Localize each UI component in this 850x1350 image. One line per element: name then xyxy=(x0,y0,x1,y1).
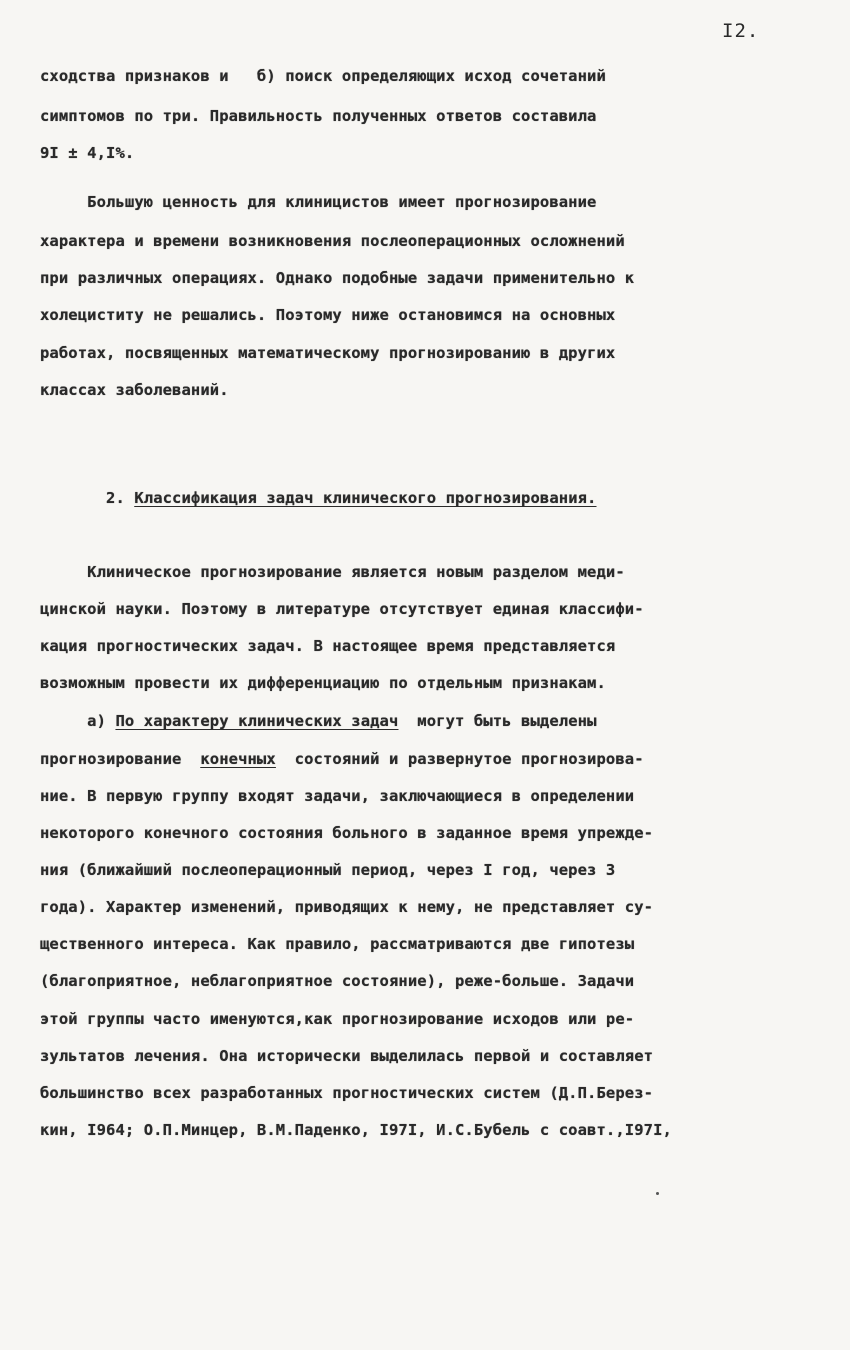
text-fragment: могут быть выделены xyxy=(398,712,597,730)
text-line: года). Характер изменений, приводящих к нему, не представляет су- xyxy=(40,898,654,916)
text-line: возможным провести их дифференциацию по отдельным признакам. xyxy=(40,674,606,692)
text-fragment: состояний и развернутое прогнозирова- xyxy=(275,750,644,768)
text-line: характера и времени возникновения послеоперационных осложнений xyxy=(40,232,625,250)
text-fragment: прогнозирование xyxy=(40,750,201,768)
text-line xyxy=(40,749,644,769)
text-line: щественного интереса. Как правило, рассматриваются две гипотезы xyxy=(40,935,635,953)
section-heading xyxy=(40,488,597,508)
text-line: кация прогностических задач. В настоящее время представляется xyxy=(40,637,616,655)
text-line: цинской науки. Поэтому в литературе отсутствует единая классифи- xyxy=(40,600,644,618)
text-line: 9I ± 4,I%. xyxy=(40,144,135,162)
underlined-word: конечных xyxy=(200,750,276,768)
text-line: симптомов по три. Правильность полученных ответов составила xyxy=(40,107,597,125)
text-line: работах, посвященных математическому прогнозированию в других xyxy=(40,344,616,362)
text-line: при различных операциях. Однако подобные задачи применительно к xyxy=(40,269,635,287)
text-fragment: а) xyxy=(40,712,116,730)
text-line: ния (ближайший послеоперационный период, через I год, через 3 xyxy=(40,861,616,879)
text-line: классах заболеваний. xyxy=(40,381,229,399)
text-line: этой группы часто именуются,как прогнозирование исходов или ре- xyxy=(40,1010,635,1028)
text-line: (благоприятное, неблагоприятное состояние), реже-больше. Задачи xyxy=(40,972,635,990)
text-line: большинство всех разработанных прогностических систем (Д.П.Берез- xyxy=(40,1084,654,1102)
text-line: холециститу не решались. Поэтому ниже остановимся на основных xyxy=(40,306,616,324)
text-line: кин, I964; О.П.Минцер, В.М.Паденко, I97I, И.С.Бубель с соавт.,I97I, xyxy=(40,1121,672,1139)
text-line xyxy=(40,711,597,731)
section-number: 2. xyxy=(40,489,135,507)
text-line: ние. В первую группу входят задачи, заключающиеся в определении xyxy=(40,787,635,805)
text-line: Большую ценность для клиницистов имеет прогнозирование xyxy=(40,193,597,211)
underlined-phrase: По характеру клинических задач xyxy=(115,712,399,730)
paper-speck xyxy=(656,1192,659,1195)
text-line: зультатов лечения. Она исторически выделилась первой и составляет xyxy=(40,1047,654,1065)
section-title: Классификация задач клинического прогнозирования. xyxy=(134,489,597,507)
text-line: Клиническое прогнозирование является новым разделом меди- xyxy=(40,563,625,581)
text-line: некоторого конечного состояния больного в заданное время упрежде- xyxy=(40,824,654,842)
text-line: сходства признаков и б) поиск определяющих исход сочетаний xyxy=(40,67,606,85)
page-number: I2. xyxy=(722,20,760,42)
